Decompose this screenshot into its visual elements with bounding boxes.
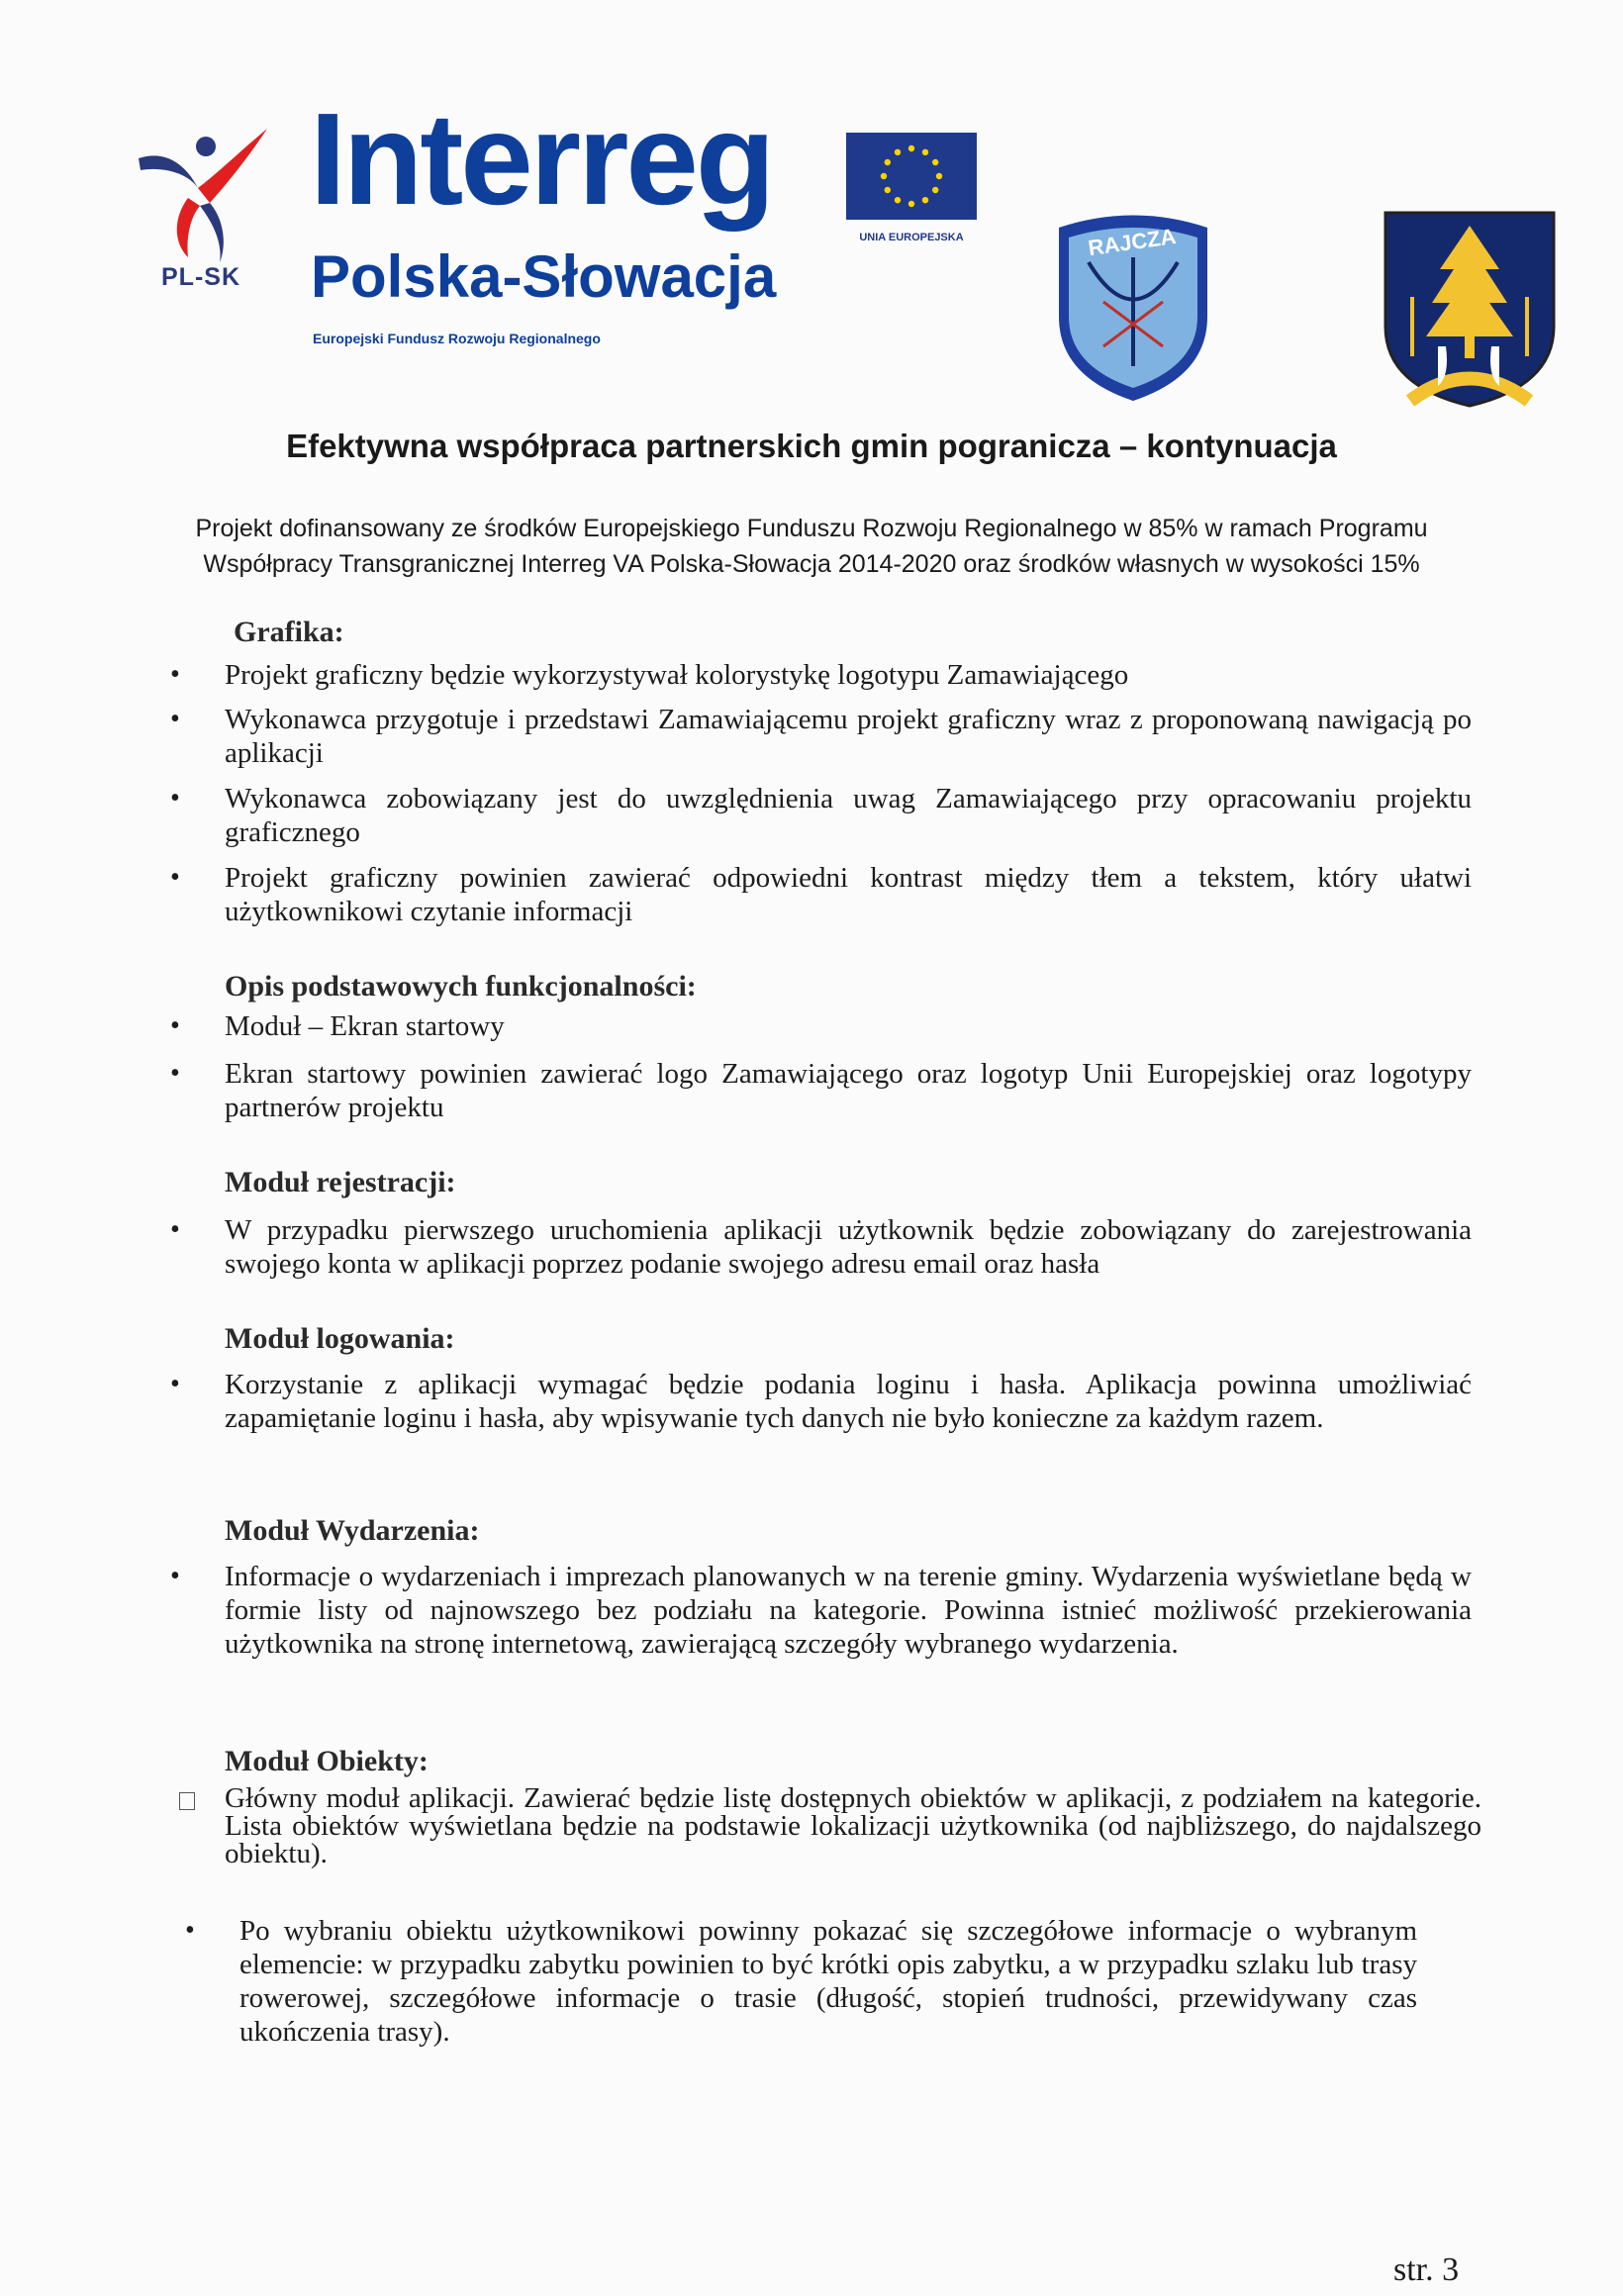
pl-sk-label: PL-SK	[161, 263, 240, 291]
eu-star-icon	[895, 149, 901, 155]
page-number: str. 3	[1393, 2251, 1460, 2288]
list-item	[170, 703, 1472, 770]
eu-star-icon	[922, 197, 928, 203]
list-item-text: Wykonawca zobowiązany jest do uwzględnienia uwag Zamawiającego przy opracowaniu projektu graficznego	[225, 783, 1472, 848]
eu-star-icon	[936, 173, 942, 179]
bullet-icon: •	[170, 862, 180, 893]
bullet-icon: •	[170, 1561, 180, 1591]
list-item-text: Ekran startowy powinien zawierać logo Zamawiającego oraz logotyp Unii Europejskiej oraz logotypy partnerów projektu	[225, 1058, 1472, 1123]
section-heading-rejestracja: Moduł rejestracji:	[225, 1166, 456, 1198]
eu-star-icon	[932, 187, 938, 193]
rajcza-crest-label: RAJCZA	[1087, 223, 1178, 261]
checkbox-glyph-icon	[179, 1792, 195, 1810]
eu-star-icon	[908, 201, 914, 207]
eu-label: UNIA EUROPEJSKA	[859, 232, 964, 243]
list-item	[170, 1213, 1472, 1281]
interreg-logo-word: Interreg	[310, 86, 773, 232]
section-heading-obiekty: Moduł Obiekty:	[225, 1745, 429, 1777]
funding-note: Projekt dofinansowany ze środków Europejskiego Funduszu Rozwoju Regionalnego w 85% w ramach Programu Współpracy Transgranicznej Interreg VA Polska-Słowacja 2014-2020 oraz środków własnych w wysokości 15%	[195, 515, 1428, 578]
section-heading-grafika: Grafika:	[234, 616, 344, 648]
eu-star-icon	[922, 149, 928, 155]
bullet-icon: •	[170, 783, 180, 813]
program-name: Polska-Słowacja	[311, 243, 777, 310]
page-title: Efektywna współpraca partnerskich gmin pogranicza – kontynuacja	[286, 428, 1337, 464]
list-item	[170, 1560, 1472, 1661]
section-heading-wydarzenia: Moduł Wydarzenia:	[225, 1514, 480, 1547]
fund-name: Europejski Fundusz Rozwoju Regionalnego	[313, 331, 601, 346]
eu-star-icon	[885, 159, 891, 165]
list-item	[170, 782, 1472, 849]
eu-flag-icon	[846, 133, 977, 220]
list-item-text: Główny moduł aplikacji. Zawierać będzie listę dostępnych obiektów w aplikacji, z podziałem na kategorie. Lista obiektów wyświetlana będzie na podstawie lokalizacji użytkownika (od najbliższego, do najdalszego obiektu).	[225, 1782, 1481, 1869]
section-heading-logowanie: Moduł logowania:	[225, 1322, 455, 1355]
bullet-icon: •	[170, 704, 180, 734]
eu-star-icon	[895, 197, 901, 203]
list-item-text: Wykonawca przygotuje i przedstawi Zamawiającemu projekt graficzny wraz z proponowaną nawigacją po aplikacji	[225, 704, 1472, 769]
list-item-text: Projekt graficzny powinien zawierać odpowiedni kontrast między tłem a tekstem, który ułatwi użytkownikowi czytanie informacji	[225, 862, 1472, 927]
bullet-icon: •	[170, 1058, 180, 1089]
list-item	[170, 658, 1214, 692]
pl-sk-logo-icon	[129, 119, 277, 287]
list-item-text: Moduł – Ekran startowy	[225, 1010, 505, 1042]
list-item-text: Korzystanie z aplikacji wymagać będzie podania loginu i hasła. Aplikacja powinna umożliwiać zapamiętanie loginu i hasła, aby wpisywanie tych danych nie było konieczne za każdym razem.	[225, 1369, 1472, 1434]
gmina-crest-icon	[1381, 208, 1559, 411]
bullet-icon: •	[170, 1369, 180, 1399]
list-item-text: Po wybraniu obiektu użytkownikowi powinny pokazać się szczegółowe informacje o wybranym elemencie: w przypadku zabytku powinien to być krótki opis zabytku, a w przypadku szlaku lub trasy rowerowej, szczegółowe informacje o trasie (długość, stopień trudności, przewidywany czas ukończenia trasy).	[239, 1915, 1417, 2048]
bullet-icon: •	[170, 659, 180, 690]
list-item	[170, 1057, 1472, 1124]
list-item	[225, 1784, 1481, 1867]
list-item-text: W przypadku pierwszego uruchomienia aplikacji użytkownik będzie zobowiązany do zarejestrowania swojego konta w aplikacji poprzez podanie swojego adresu email oraz hasła	[225, 1214, 1472, 1280]
bullet-icon: •	[170, 1010, 180, 1041]
list-item-text: Informacje o wydarzeniach i imprezach planowanych w na terenie gminy. Wydarzenia wyświetlane będą w formie listy od najnowszego bez podziału na kategorie. Powinna istnieć możliwość przekierowania użytkownika na stronę internetową, zawierającą szczegóły wybranego wydarzenia.	[225, 1561, 1472, 1660]
rajcza-crest-icon	[1049, 208, 1217, 406]
eu-star-icon	[932, 159, 938, 165]
eu-star-icon	[881, 173, 887, 179]
section-heading-funkcjonalnosci: Opis podstawowych funkcjonalności:	[225, 970, 697, 1003]
list-item-text: Projekt graficzny będzie wykorzystywał kolorystykę logotypu Zamawiającego	[225, 659, 1129, 691]
list-item	[170, 861, 1472, 928]
bullet-icon: •	[170, 1214, 180, 1245]
eu-star-icon	[908, 145, 914, 151]
list-item	[185, 1914, 1417, 2049]
bullet-icon: •	[185, 1915, 195, 1946]
eu-star-icon	[885, 187, 891, 193]
list-item	[170, 1009, 1472, 1043]
list-item	[170, 1368, 1472, 1435]
